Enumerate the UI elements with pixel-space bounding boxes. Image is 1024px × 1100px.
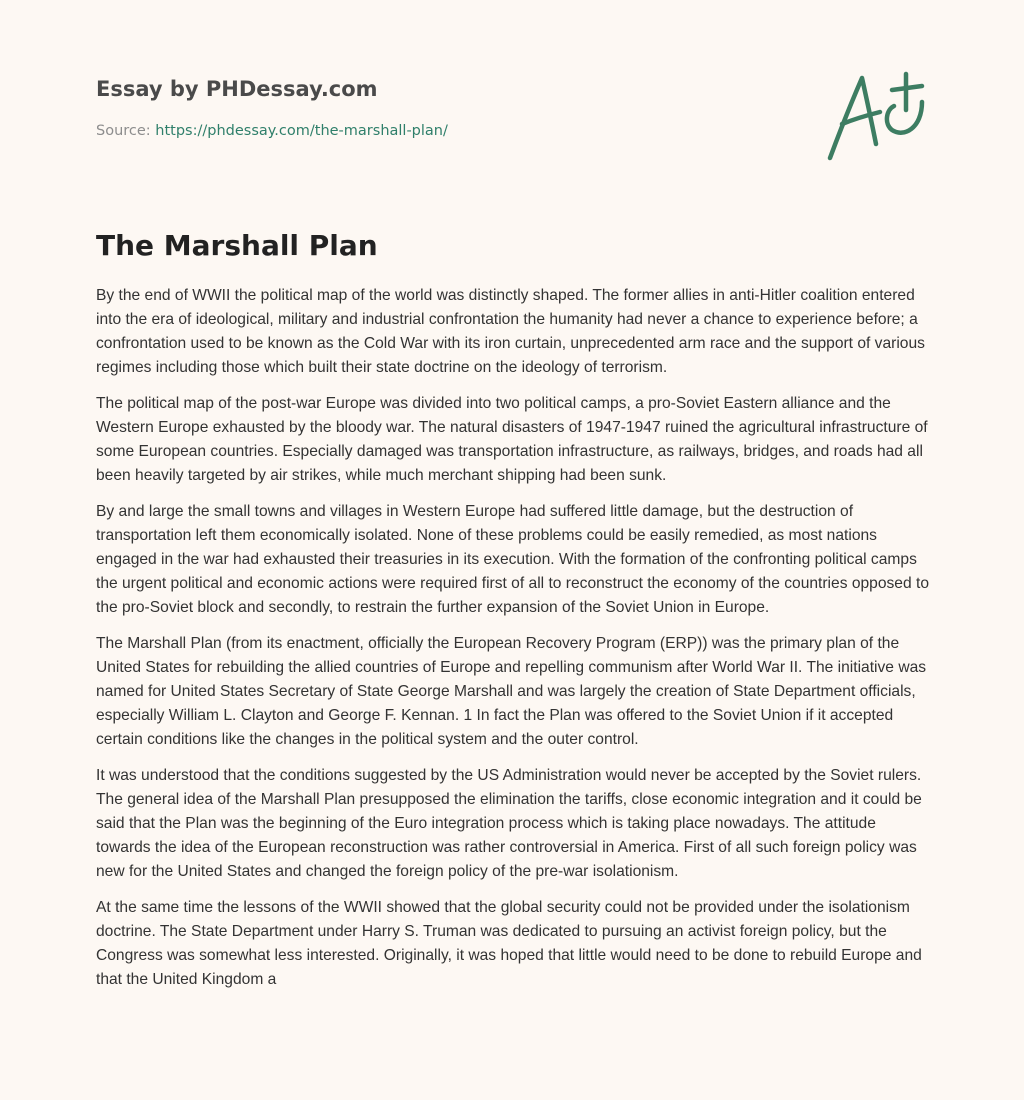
- source-line: [96, 121, 796, 141]
- essay-paragraph: At the same time the lessons of the WWII showed that the global security could not be provided under the isolationism doctrine. The State Department under Harry S. Truman was dedicated to pursuing an activist foreign policy, but the Congress was somewhat less interested. Originally, it was hoped that little would need to be done to rebuild Europe and that the United Kingdom a: [96, 899, 922, 988]
- essay-paragraph: It was understood that the conditions suggested by the US Administration would never be accepted by the Soviet rulers. The general idea of the Marshall Plan presupposed the elimination the tariffs, close economic integration and it could be said that the Plan was the beginning of the Euro integration process which is taking place nowadays. The attitude towards the idea of the European reconstruction was rather controversial in America. First of all such foreign policy was new for the United States and changed the foreign policy of the pre-war isolationism.: [96, 767, 922, 880]
- brand-title: Essay by PHDessay.com: [96, 77, 378, 101]
- a-plus-grade-icon: [820, 66, 930, 166]
- essay-paragraph: By and large the small towns and villages in Western Europe had suffered little damage, but the destruction of transportation left them economically isolated. None of these problems could be easily remedied, as most nations engaged in the war had exhausted their treasuries in its execution. With the formation of the confronting political camps the urgent political and economic actions were required first of all to reconstruct the economy of the countries opposed to the pro-Soviet block and secondly, to restrain the further expansion of the Soviet Union in Europe.: [96, 503, 929, 616]
- source-link[interactable]: https://phdessay.com/the-marshall-plan/: [155, 123, 448, 139]
- essay-body: [96, 284, 932, 1004]
- essay-paragraph: The political map of the post-war Europe was divided into two political camps, a pro-Soviet Eastern alliance and the Western Europe exhausted by the bloody war. The natural disasters of 1947-1947 ruined the agricultural infrastructure of some European countries. Especially damaged was transportation infrastructure, as railways, bridges, and roads had all been heavily targeted by air strikes, while much merchant shipping had been sunk.: [96, 395, 928, 484]
- source-label: Source:: [96, 123, 151, 139]
- a-plus-logo-svg: [820, 66, 930, 166]
- essay-paragraph: The Marshall Plan (from its enactment, officially the European Recovery Program (ERP)) was the primary plan of the United States for rebuilding the allied countries of Europe and repelling communism after World War II. The initiative was named for United States Secretary of State George Marshall and was largely the creation of State Department officials, especially William L. Clayton and George F. Kennan. 1 In fact the Plan was offered to the Soviet Union if it accepted certain conditions like the changes in the political system and the outer control.: [96, 635, 927, 748]
- essay-paragraph: By the end of WWII the political map of the world was distinctly shaped. The former allies in anti-Hitler coalition entered into the era of ideological, military and industrial confrontation the humanity had never a chance to experience before; a confrontation used to be known as the Cold War with its iron curtain, unprecedented arm race and the support of various regimes including those which built their state doctrine on the ideology of terrorism.: [96, 287, 925, 376]
- essay-title: The Marshall Plan: [96, 229, 378, 262]
- site-header: [96, 74, 796, 141]
